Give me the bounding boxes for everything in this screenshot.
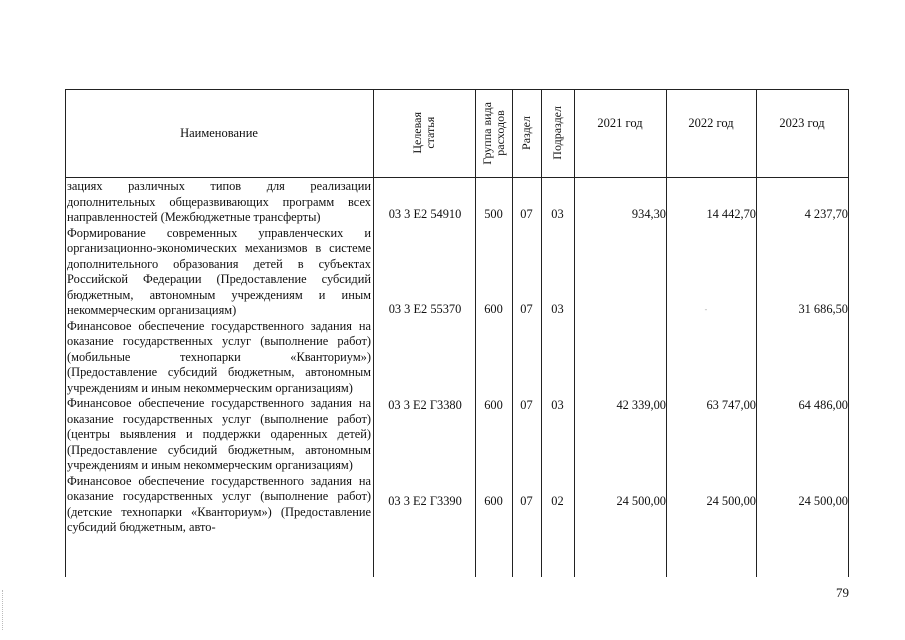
header-target-article: Целевая статья [410, 112, 437, 154]
row-section: 07 [520, 302, 533, 316]
row-value-2022: 14 442,70 [706, 207, 756, 221]
row-value-2023: 4 237,70 [804, 207, 848, 221]
row-group: 600 [484, 302, 503, 316]
row-value-2021: 934,30 [631, 207, 666, 221]
row-code: 03 3 E2 55370 [388, 302, 462, 316]
row-name: Финансовое обеспечение государственного задания на оказание государственных услуг (выполнение работ) (мобильные технопарки «Кванториум») (Предоставление субсидий бюджетным, автономным учреждениям и иным некоммерческим организациям) [67, 318, 371, 395]
row-group: 600 [484, 398, 503, 412]
row-name: Финансовое обеспечение государственного задания на оказание государственных услуг (выполнение работ) (центры выявления и поддержки одаренных детей) (Предоставление субсидий бюджетным, автономным учреждениям и иным некоммерческим организациям) [67, 396, 371, 472]
name-column [67, 179, 371, 536]
row-name: зациях различных типов для реализации дополнительных общеразвивающих программ всех направленностей (Межбюджетные трансферты) [67, 179, 371, 224]
header-year-2021: 2021 год [597, 115, 643, 130]
header-expense-group: Группа вида расходов [479, 101, 507, 165]
header-section: Раздел [519, 116, 533, 150]
row-value-2021: 24 500,00 [616, 494, 666, 508]
row-section: 07 [520, 207, 533, 221]
header-year-2023: 2023 год [779, 115, 825, 130]
scan-margin-mark [2, 590, 5, 630]
row-subsection: 03 [551, 302, 564, 316]
row-subsection: 02 [551, 494, 564, 508]
row-value-2023: 31 686,50 [798, 302, 848, 316]
header-subsection: Подраздел [550, 106, 564, 160]
col-border [848, 89, 849, 577]
header-year-2022: 2022 год [688, 115, 734, 130]
row-value-2023: 64 486,00 [798, 398, 848, 412]
row-subsection: 03 [551, 398, 564, 412]
row-name: Формирование современных управленческих и организационно-экономических механизмов в системе дополнительного образования детей в субъектах Российской Федерации (Предоставление субсидий бюджетным, автономным учреждениям и иным некоммерческим организациям) [67, 225, 371, 317]
row-value-2022: 63 747,00 [706, 398, 756, 412]
row-code: 03 3 E2 Г3390 [388, 494, 462, 508]
row-value-2021: - [704, 305, 708, 314]
row-group: 600 [484, 494, 503, 508]
header-bottom-border [65, 177, 849, 178]
row-section: 07 [520, 494, 533, 508]
page-number: 79 [836, 585, 849, 600]
row-name: Финансовое обеспечение государственного задания на оказание государственных услуг (выполнение работ) (детские технопарки «Кванториум») (Предоставление субсидий бюджетным, авто- [67, 473, 371, 534]
row-subsection: 03 [551, 207, 564, 221]
row-section: 07 [520, 398, 533, 412]
row-value-2021: 42 339,00 [616, 398, 666, 412]
row-code: 03 3 E2 Г3380 [388, 398, 462, 412]
row-value-2023: 24 500,00 [798, 494, 848, 508]
row-code: 03 3 E2 54910 [388, 207, 462, 221]
row-value-2022: 24 500,00 [706, 494, 756, 508]
budget-table [65, 89, 849, 577]
row-group: 500 [484, 207, 503, 221]
header-name: Наименование [180, 125, 258, 140]
